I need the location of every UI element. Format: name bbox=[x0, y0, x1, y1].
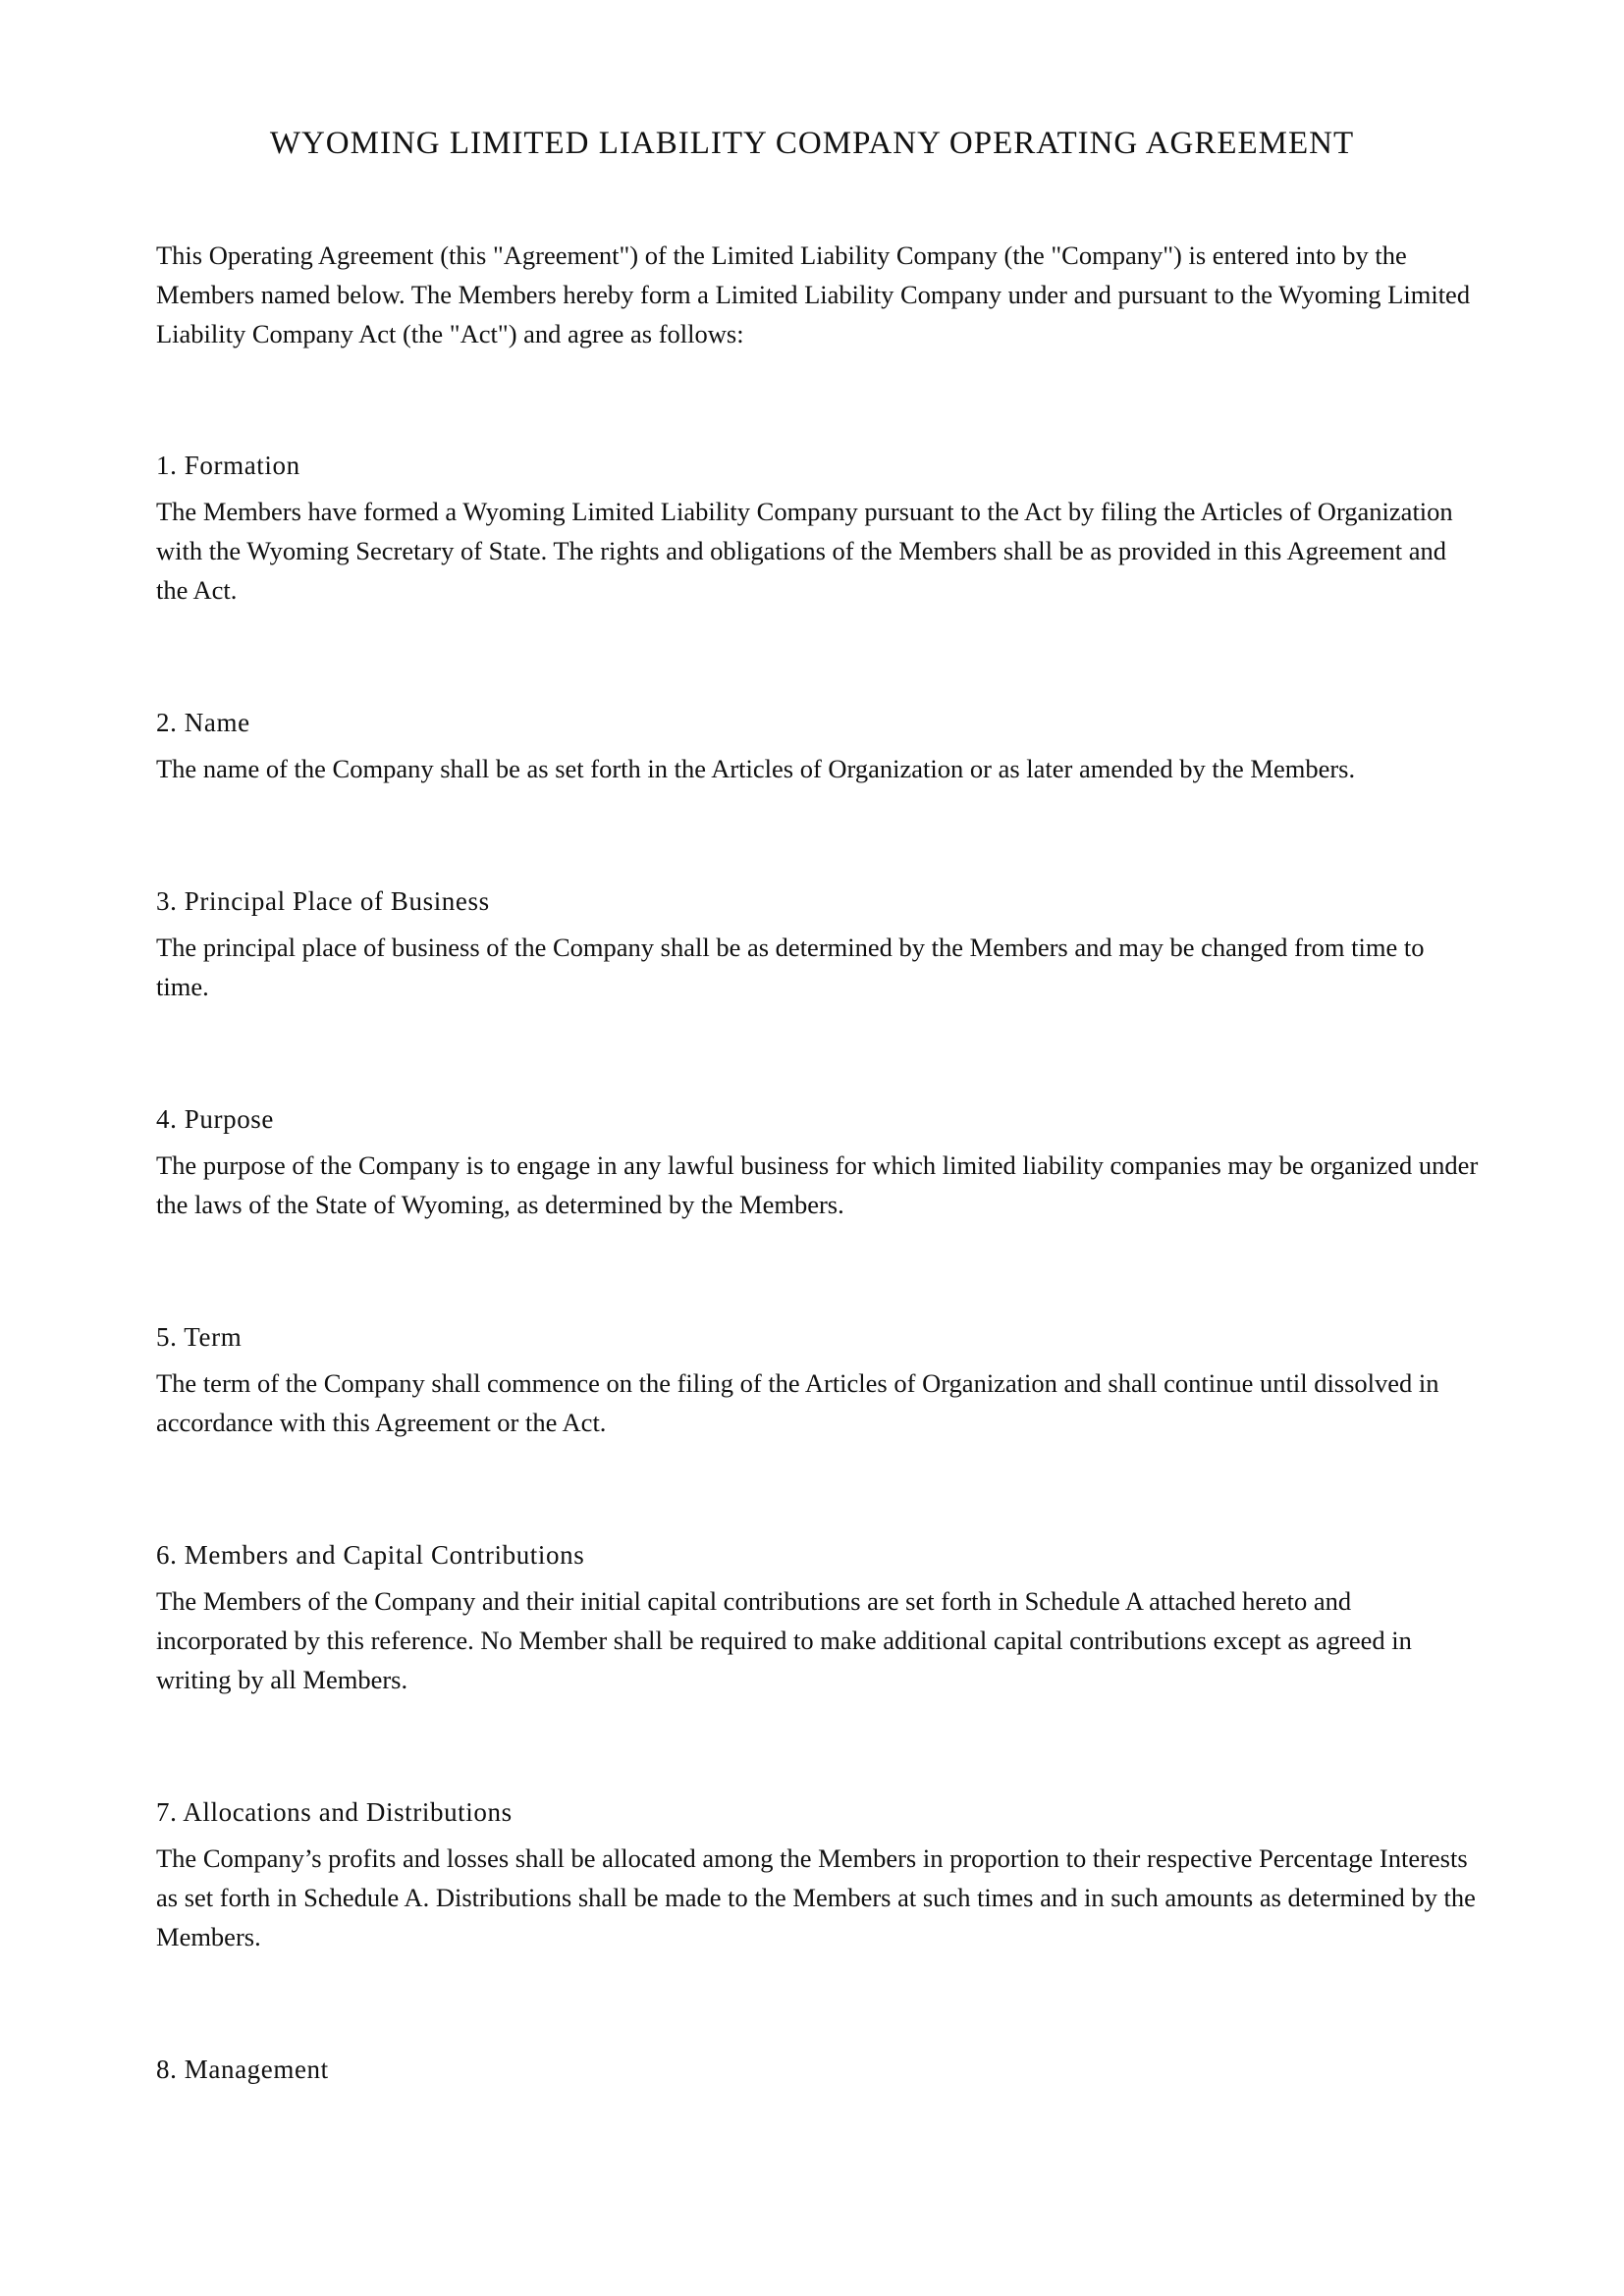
section-body-formation: The Members have formed a Wyoming Limited Liability Company pursuant to the Act by filing the Articles of Organization with the Wyoming Secretary of State. The rights and obligations of the Members shall be as provided in this Agreement and the Act. bbox=[156, 497, 1453, 605]
section-heading-term: 5. Term bbox=[156, 1322, 243, 1352]
section-body-name: The name of the Company shall be as set forth in the Articles of Organization or as later amended by the Members. bbox=[156, 754, 1356, 783]
section-heading-purpose: 4. Purpose bbox=[156, 1104, 274, 1134]
section-heading-members-capital: 6. Members and Capital Contributions bbox=[156, 1540, 585, 1570]
section-heading-management: 8. Management bbox=[156, 2055, 329, 2084]
section-body-purpose: The purpose of the Company is to engage in any lawful business for which limited liability companies may be organized under the laws of the State of Wyoming, as determined by the Members. bbox=[156, 1150, 1479, 1219]
section-heading-allocations: 7. Allocations and Distributions bbox=[156, 1797, 513, 1827]
section-body-allocations: The Company’s profits and losses shall be allocated among the Members in proportion to their respective Percentage Interests as set forth in Schedule A. Distributions shall be made to the Members at such times and in such amounts as determined by the Members. bbox=[156, 1843, 1476, 1951]
intro-paragraph: This Operating Agreement (this "Agreement") of the Limited Liability Company (the "Company") is entered into by the Members named below. The Members hereby form a Limited Liability Company under and pursuant to the Wyoming Limited Liability Company Act (the "Act") and agree as follows: bbox=[156, 240, 1471, 348]
section-heading-formation: 1. Formation bbox=[156, 451, 300, 480]
section-heading-name: 2. Name bbox=[156, 708, 250, 737]
section-body-members-capital: The Members of the Company and their initial capital contributions are set forth in Schedule A attached hereto and incorporated by this reference. No Member shall be required to make additional capital contributions except as agreed in writing by all Members. bbox=[156, 1586, 1412, 1694]
document-title: WYOMING LIMITED LIABILITY COMPANY OPERATING AGREEMENT bbox=[269, 126, 1355, 161]
section-body-principal-place: The principal place of business of the Company shall be as determined by the Members and may be changed from time to time. bbox=[156, 933, 1425, 1001]
section-heading-principal-place: 3. Principal Place of Business bbox=[156, 886, 490, 916]
section-body-term: The term of the Company shall commence on the filing of the Articles of Organization and shall continue until dissolved in accordance with this Agreement or the Act. bbox=[156, 1368, 1439, 1437]
